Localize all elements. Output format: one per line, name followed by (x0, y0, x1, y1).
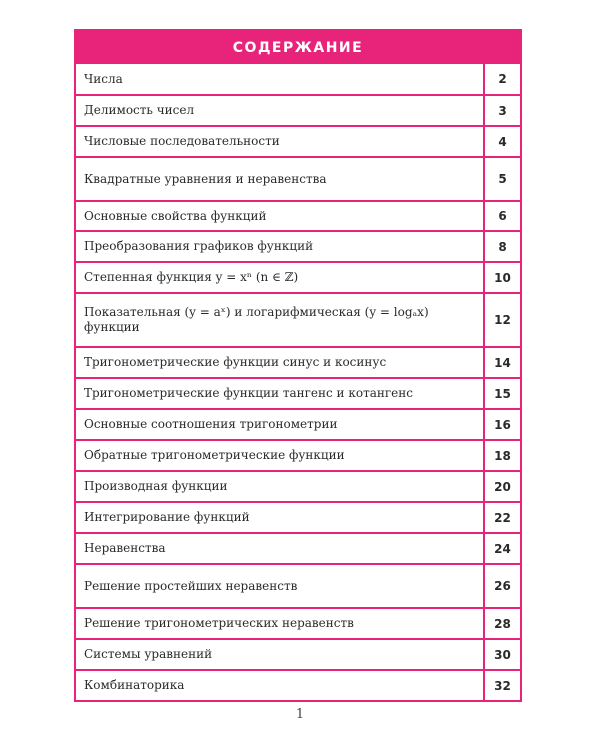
toc-row (76, 292, 520, 346)
toc-entry-page: 20 (483, 472, 520, 501)
toc-entry-title: Основные соотношения тригонометрии (84, 417, 338, 431)
toc-row (76, 669, 520, 700)
toc-row (76, 346, 520, 377)
toc-entry-page: 3 (483, 96, 520, 125)
toc-row (76, 501, 520, 532)
toc-row (76, 470, 520, 501)
toc-row (76, 563, 520, 607)
toc-row (76, 156, 520, 200)
toc-entry-page: 32 (483, 671, 520, 700)
toc-entry-title: Интегрирование функций (84, 510, 250, 524)
toc-entry-title: Решение простейших неравенств (84, 578, 298, 593)
toc-entry-page: 15 (483, 379, 520, 408)
toc-entry-page: 18 (483, 441, 520, 470)
page-number: 1 (295, 707, 305, 722)
toc-entry-page: 16 (483, 410, 520, 439)
toc-entry-title: Числа (84, 71, 123, 86)
toc-entry-page: 28 (483, 609, 520, 638)
toc-entry-title: Комбинаторика (84, 678, 185, 692)
toc-entry-title: Преобразования графиков функций (84, 239, 314, 253)
toc-entry-page: 14 (483, 348, 520, 377)
toc-entry-page: 2 (483, 64, 520, 94)
toc-row (76, 408, 520, 439)
toc-entry-title: Числовые последовательности (84, 134, 280, 148)
toc-entry-page: 4 (483, 127, 520, 156)
toc-entry-page: 6 (483, 202, 520, 230)
toc-entry-title: Решение тригонометрических неравенств (84, 616, 354, 630)
toc-rows (76, 64, 520, 700)
toc-entry-page: 26 (483, 565, 520, 607)
toc-entry-title: Показательная (y = aˣ) и логарифмическая (y = logₐx) функции (84, 305, 429, 334)
toc-entry-title: Тригонометрические функции синус и косинус (84, 355, 387, 369)
toc-entry-title: Производная функции (84, 479, 228, 493)
toc-entry-title: Системы уравнений (84, 647, 213, 661)
toc-row (76, 638, 520, 669)
toc-entry-page: 12 (483, 294, 520, 346)
toc-row (76, 64, 520, 94)
toc-entry-title: Неравенства (84, 541, 166, 555)
table-of-contents (74, 29, 522, 702)
toc-entry-title: Степенная функция y = xⁿ (n ∈ ℤ) (84, 270, 299, 284)
toc-entry-title: Тригонометрические функции тангенс и котангенс (84, 386, 413, 400)
toc-entry-title: Квадратные уравнения и неравенства (84, 171, 327, 186)
toc-entry-title: Основные свойства функций (84, 208, 267, 223)
toc-row (76, 200, 520, 230)
toc-entry-page: 24 (483, 534, 520, 563)
toc-row (76, 261, 520, 292)
toc-entry-title: Обратные тригонометрические функции (84, 448, 345, 462)
toc-entry-page: 30 (483, 640, 520, 669)
toc-row (76, 439, 520, 470)
toc-row (76, 94, 520, 125)
toc-title: СОДЕРЖАНИЕ (232, 39, 364, 56)
toc-row (76, 125, 520, 156)
toc-row (76, 377, 520, 408)
toc-entry-page: 5 (483, 158, 520, 200)
toc-row (76, 607, 520, 638)
toc-row (76, 532, 520, 563)
toc-entry-title: Делимость чисел (84, 103, 195, 117)
toc-entry-page: 22 (483, 503, 520, 532)
toc-entry-page: 10 (483, 263, 520, 292)
toc-header (76, 31, 520, 64)
toc-row (76, 230, 520, 261)
toc-entry-page: 8 (483, 232, 520, 261)
